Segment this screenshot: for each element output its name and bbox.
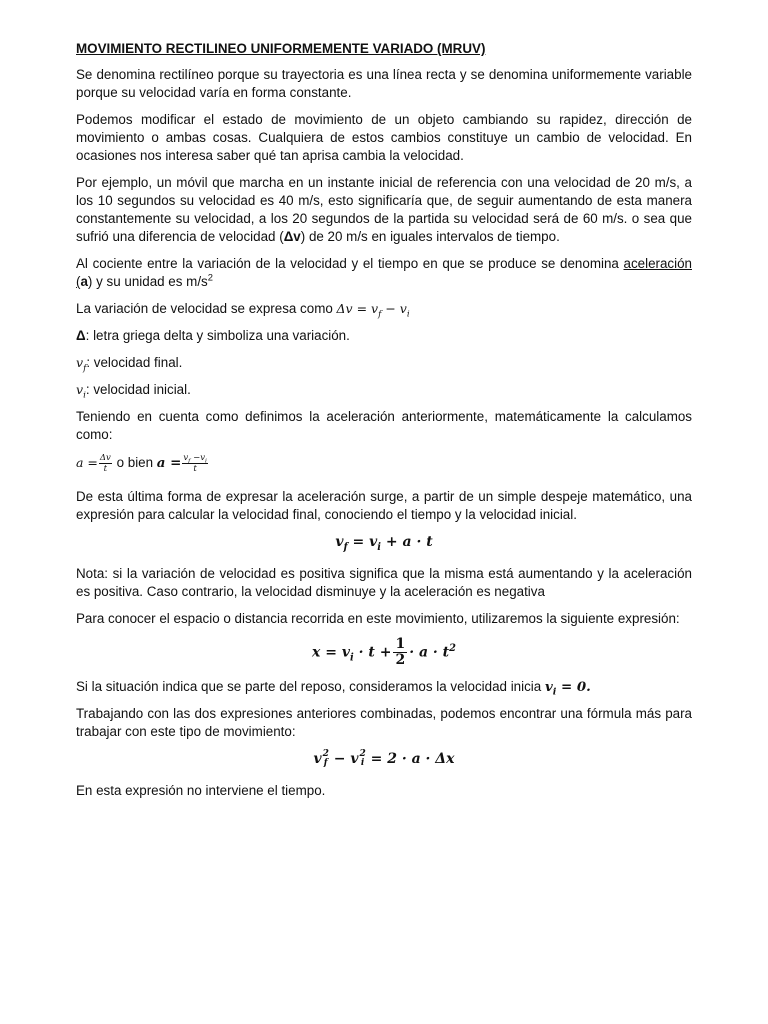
equation-timeless: v 2 f − v 2 i = 2 · a · Δx: [313, 749, 455, 768]
page-title: MOVIMIENTO RECTILINEO UNIFORMEMENTE VARIADO (MRUV): [76, 41, 486, 56]
paragraph-velocity-variation: [76, 300, 692, 318]
acceleration-term: aceleración: [623, 256, 692, 271]
acceleration-paren: (: [76, 274, 81, 289]
initial-velocity-zero: $v_i = 0$.: [544, 679, 591, 698]
acceleration-symbol: a: [80, 274, 88, 289]
paragraph-combined-intro: Trabajando con las dos expresiones anteriores combinadas, podemos encontrar una fórmula más para trabajar con este tipo de movimiento:: [76, 706, 692, 739]
paragraph-rest-start: [76, 678, 692, 696]
paragraph-acceleration-calc: Teniendo en cuenta como definimos la aceleración anteriormente, matemáticamente la calculamos como:: [76, 409, 692, 442]
paragraph-velocity-change: Podemos modificar el estado de movimiento de un objeto cambiando su rapidez, dirección de movimiento o ambas cosas. Cualquiera de estos cambios constituye un cambio de velocidad. En ocasiones nos interesa saber qué tan aprisa cambia la velocidad.: [76, 112, 692, 163]
final-velocity-symbol: $v_f$: [76, 355, 87, 374]
acceleration-formula-2: a =: [156, 455, 182, 472]
velocity-variation-formula: $\Delta v = v_f - v_i$: [336, 301, 410, 320]
paragraph-distance-intro: Para conocer el espacio o distancia recorrida en este movimiento, utilizaremos la siguiente expresión:: [76, 611, 680, 626]
unit-exponent: 2: [207, 272, 213, 283]
delta-symbol: Δ: [76, 328, 86, 343]
rest-start-text: Si la situación indica que se parte del reposo, consideramos la velocidad inicia: [76, 679, 545, 694]
acceleration-unit-text: ) y su unidad es m/s: [87, 274, 208, 289]
paragraph-no-time: En esta expresión no interviene el tiempo.: [76, 783, 326, 798]
final-velocity-text: : velocidad final.: [86, 355, 183, 370]
document-page: [76, 40, 692, 809]
fraction-vf-minus-vi-over-t: $\frac{v_f -v_i}{t}$: [183, 453, 207, 474]
equation-distance: $x = v_i \cdot t$ + $\frac{1}{2}$ · $a \cdot t^2$: [312, 636, 456, 668]
fraction-delta-v-over-t: $\frac{\Delta v}{t}$: [99, 453, 111, 474]
initial-velocity-text: : velocidad inicial.: [85, 382, 191, 397]
paragraph-initial-velocity: [76, 381, 692, 399]
paragraph-acceleration-definition: [76, 255, 692, 291]
paragraph-definition: Se denomina rectilíneo porque su trayectoria es una línea recta y se denomina uniformemente variable porque su velocidad varía en forma constante.: [76, 67, 692, 100]
velocity-variation-text: La variación de velocidad se expresa como: [76, 301, 337, 316]
paragraph-final-velocity-derivation: De esta última forma de expresar la aceleración surge, a partir de un simple despeje matemático, una expresión para calcular la velocidad final, conociendo el tiempo y la velocidad inicial.: [76, 489, 692, 522]
paragraph-final-velocity: [76, 354, 692, 372]
fraction-one-half: $\frac{1}{2}$: [395, 636, 406, 668]
equation-final-velocity: $v_f = v_i + a \cdot t$: [335, 534, 433, 553]
acceleration-formula-1: a =: [76, 455, 98, 471]
paragraph-delta-definition: [76, 327, 692, 345]
paragraph-example: [76, 174, 692, 246]
example-text-before: Por ejemplo, un móvil que marcha en un instante inicial de referencia con una velocidad de 20 m/s, a los 10 segundos su velocidad es 40 m/s, esto significaría que, de seguir aumentando de esta manera constantemente su velocidad, a los 20 segundos de la partida su velocidad será de 60 m/s. o sea que sufrió una diferencia de velocidad (: [76, 175, 692, 244]
example-text-after: ) de 20 m/s en iguales intervalos de tiempo.: [300, 229, 560, 244]
initial-velocity-symbol: $v_i$: [76, 382, 86, 401]
formula-connector: o bien: [112, 455, 157, 471]
delta-v-symbol: Δv: [283, 229, 301, 244]
delta-text: : letra griega delta y simboliza una variación.: [85, 328, 350, 343]
paragraph-note: Nota: si la variación de velocidad es positiva significa que la misma está aumentando y la aceleración es positiva. Caso contrario, la velocidad disminuye y la aceleración es negativa: [76, 566, 692, 599]
paragraph-acceleration-formulas: [76, 453, 692, 474]
acceleration-text-before: Al cociente entre la variación de la velocidad y el tiempo en que se produce se denomina: [76, 256, 624, 271]
